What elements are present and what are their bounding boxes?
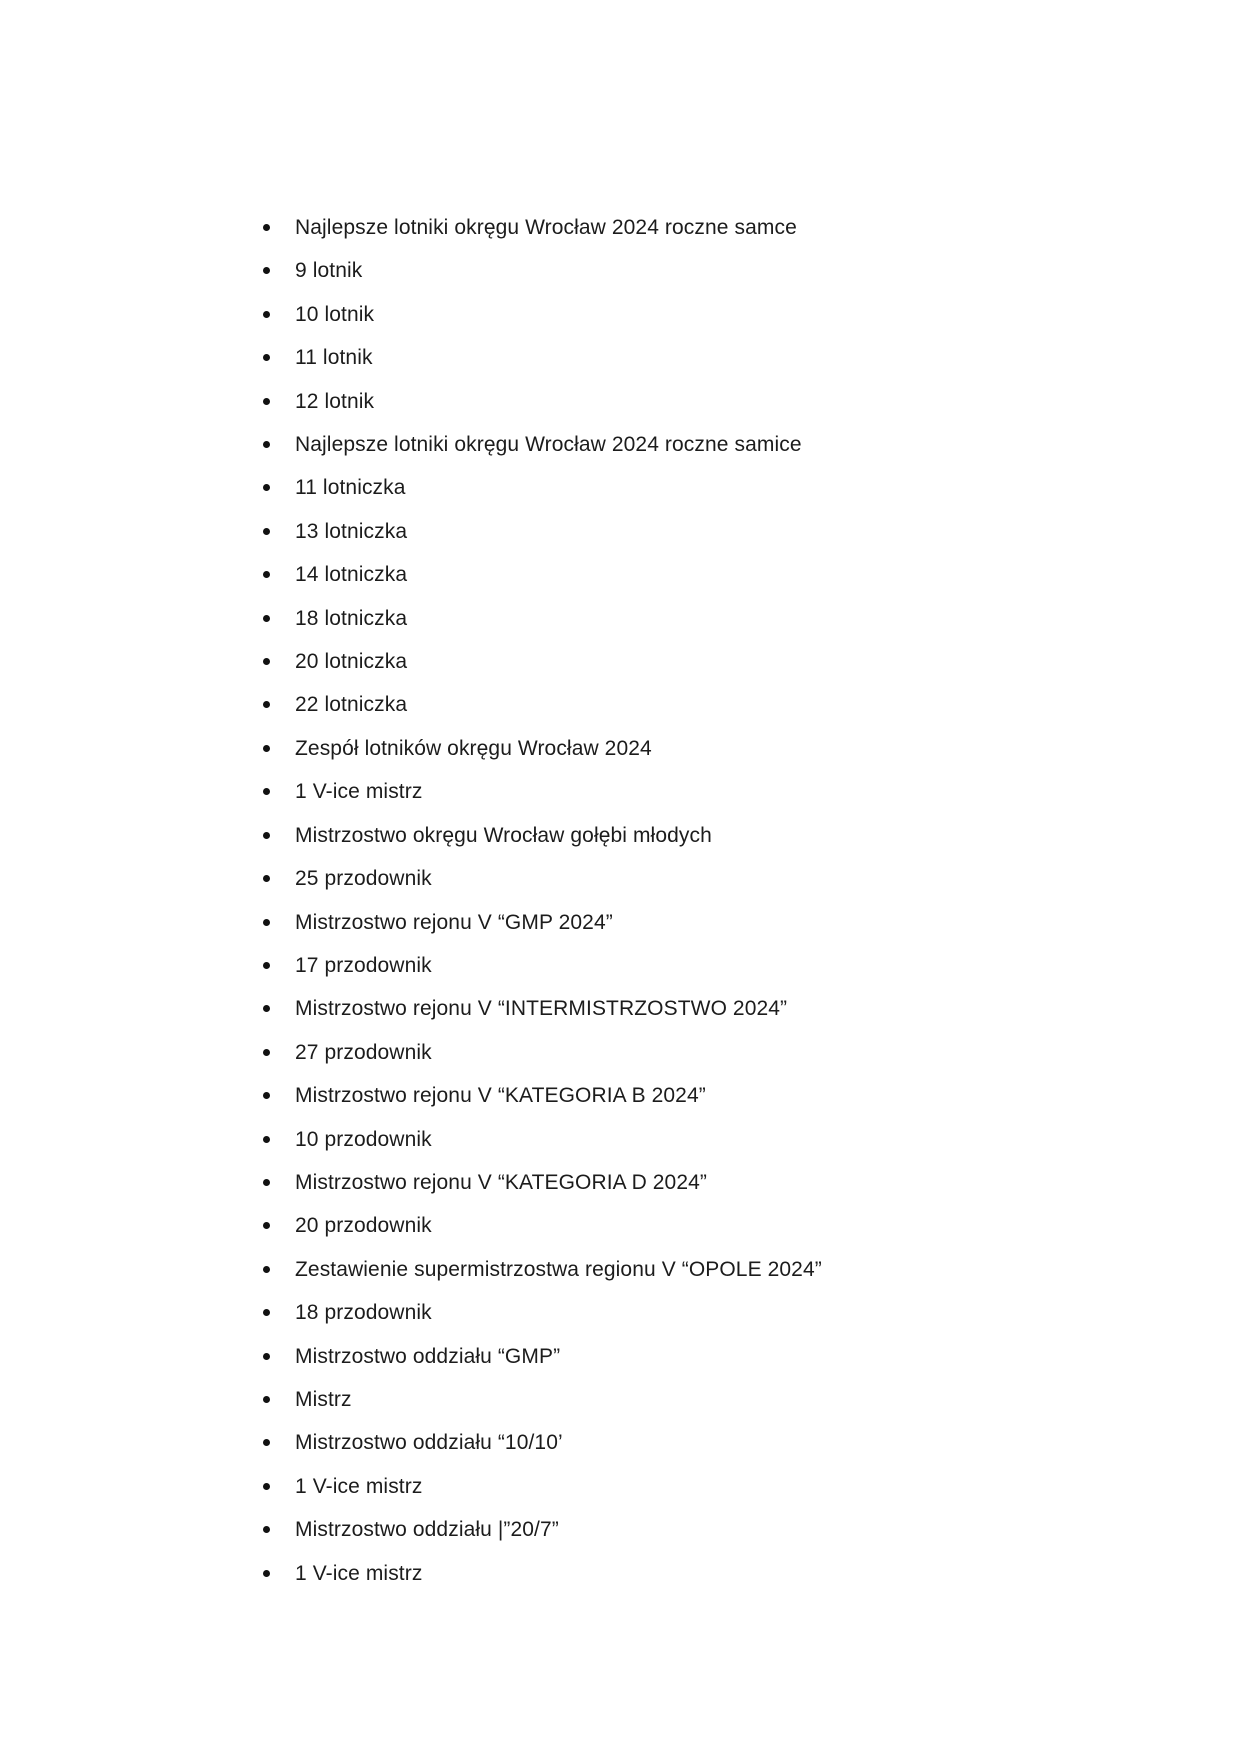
bullet-icon bbox=[263, 224, 270, 231]
list-item bbox=[0, 1161, 822, 1204]
bullet-icon bbox=[263, 1396, 270, 1403]
list-item bbox=[0, 380, 822, 423]
bulleted-list bbox=[0, 206, 822, 1595]
list-item-text: 20 przodownik bbox=[295, 1214, 432, 1238]
list-item bbox=[0, 1204, 822, 1247]
list-item bbox=[0, 683, 822, 726]
list-item-text: 18 przodownik bbox=[295, 1301, 432, 1325]
list-item-text: Najlepsze lotniki okręgu Wrocław 2024 roczne samice bbox=[295, 433, 802, 457]
list-item bbox=[0, 727, 822, 770]
bullet-icon bbox=[263, 1092, 270, 1099]
list-item-text: 1 V-ice mistrz bbox=[295, 1474, 423, 1498]
bullet-icon bbox=[263, 832, 270, 839]
list-item-text: Najlepsze lotniki okręgu Wrocław 2024 roczne samce bbox=[295, 216, 797, 239]
list-item bbox=[0, 770, 822, 813]
bullet-icon bbox=[263, 919, 270, 926]
bullet-icon bbox=[263, 398, 270, 405]
bullet-icon bbox=[263, 311, 270, 318]
list-item bbox=[0, 336, 822, 379]
list-item-text: 20 lotniczka bbox=[295, 650, 408, 674]
list-item bbox=[0, 466, 822, 509]
list-item bbox=[0, 1074, 822, 1117]
list-item-text: 25 przodownik bbox=[295, 867, 432, 891]
list-item-text: 12 lotnik bbox=[295, 389, 375, 413]
list-item-text: 17 przodownik bbox=[295, 953, 432, 977]
list-item-text: Zestawienie supermistrzostwa regionu V “OPOLE 2024” bbox=[295, 1257, 822, 1281]
list-item bbox=[0, 553, 822, 596]
list-item-text: 22 lotniczka bbox=[295, 693, 408, 717]
list-item-text: Mistrzostwo oddziału |”20/7” bbox=[295, 1518, 559, 1542]
list-item bbox=[0, 423, 822, 466]
list-item bbox=[0, 597, 822, 640]
bullet-icon bbox=[263, 1353, 270, 1360]
list-item bbox=[0, 293, 822, 336]
list-item bbox=[0, 510, 822, 553]
bullet-icon bbox=[263, 701, 270, 708]
list-item bbox=[0, 944, 822, 987]
list-item-text: Mistrzostwo oddziału “10/10’ bbox=[295, 1431, 563, 1455]
list-item-text: 14 lotniczka bbox=[295, 563, 408, 587]
bullet-icon bbox=[263, 788, 270, 795]
bullet-icon bbox=[263, 1222, 270, 1229]
bullet-icon bbox=[263, 1049, 270, 1056]
list-item-text: 11 lotnik bbox=[295, 346, 373, 370]
list-item-text: Mistrzostwo oddziału “GMP” bbox=[295, 1344, 561, 1368]
bullet-icon bbox=[263, 1266, 270, 1273]
list-item-text: 10 przodownik bbox=[295, 1127, 432, 1151]
list-item bbox=[0, 901, 822, 944]
list-item bbox=[0, 1421, 822, 1464]
list-item bbox=[0, 987, 822, 1030]
bullet-icon bbox=[263, 658, 270, 665]
bullet-icon bbox=[263, 1136, 270, 1143]
bullet-icon bbox=[263, 528, 270, 535]
list-item-text: Mistrzostwo rejonu V “KATEGORIA D 2024” bbox=[295, 1170, 707, 1194]
list-item-text: 9 lotnik bbox=[295, 259, 363, 283]
bullet-icon bbox=[263, 441, 270, 448]
list-item bbox=[0, 1291, 822, 1334]
list-item-text: 1 V-ice mistrz bbox=[295, 1561, 423, 1585]
bullet-icon bbox=[263, 1483, 270, 1490]
list-item bbox=[0, 1031, 822, 1074]
list-item-text: 11 lotniczka bbox=[295, 476, 406, 500]
list-item bbox=[0, 206, 822, 249]
bullet-icon bbox=[263, 1570, 270, 1577]
list-item bbox=[0, 1508, 822, 1551]
bullet-icon bbox=[263, 354, 270, 361]
list-item-text: 1 V-ice mistrz bbox=[295, 780, 423, 804]
list-item bbox=[0, 814, 822, 857]
list-item-text: 27 przodownik bbox=[295, 1040, 432, 1064]
bullet-icon bbox=[263, 571, 270, 578]
list-item-text: Mistrzostwo rejonu V “INTERMISTRZOSTWO 2024” bbox=[295, 997, 788, 1021]
list-item bbox=[0, 1335, 822, 1378]
bullet-icon bbox=[263, 484, 270, 491]
list-item bbox=[0, 1552, 822, 1595]
bullet-icon bbox=[263, 962, 270, 969]
bullet-icon bbox=[263, 1179, 270, 1186]
list-item bbox=[0, 857, 822, 900]
bullet-icon bbox=[263, 267, 270, 274]
list-item-text: Mistrzostwo rejonu V “GMP 2024” bbox=[295, 910, 613, 934]
list-item-text: 13 lotniczka bbox=[295, 519, 408, 543]
bullet-icon bbox=[263, 1005, 270, 1012]
list-item-text: 10 lotnik bbox=[295, 302, 375, 326]
list-item bbox=[0, 640, 822, 683]
bullet-icon bbox=[263, 1309, 270, 1316]
list-item bbox=[0, 1465, 822, 1508]
list-item bbox=[0, 1118, 822, 1161]
bullet-icon bbox=[263, 1439, 270, 1446]
bullet-icon bbox=[263, 875, 270, 882]
list-item-text: 18 lotniczka bbox=[295, 606, 408, 630]
bullet-icon bbox=[263, 615, 270, 622]
list-item-text: Mistrz bbox=[295, 1387, 352, 1411]
list-item bbox=[0, 1378, 822, 1421]
list-item bbox=[0, 1248, 822, 1291]
bullet-icon bbox=[263, 745, 270, 752]
list-item-text: Mistrzostwo rejonu V “KATEGORIA B 2024” bbox=[295, 1084, 706, 1108]
list-item-text: Mistrzostwo okręgu Wrocław gołębi młodych bbox=[295, 823, 712, 847]
list-item bbox=[0, 249, 822, 292]
list-item-text: Zespół lotników okręgu Wrocław 2024 bbox=[295, 736, 652, 760]
bullet-icon bbox=[263, 1526, 270, 1533]
